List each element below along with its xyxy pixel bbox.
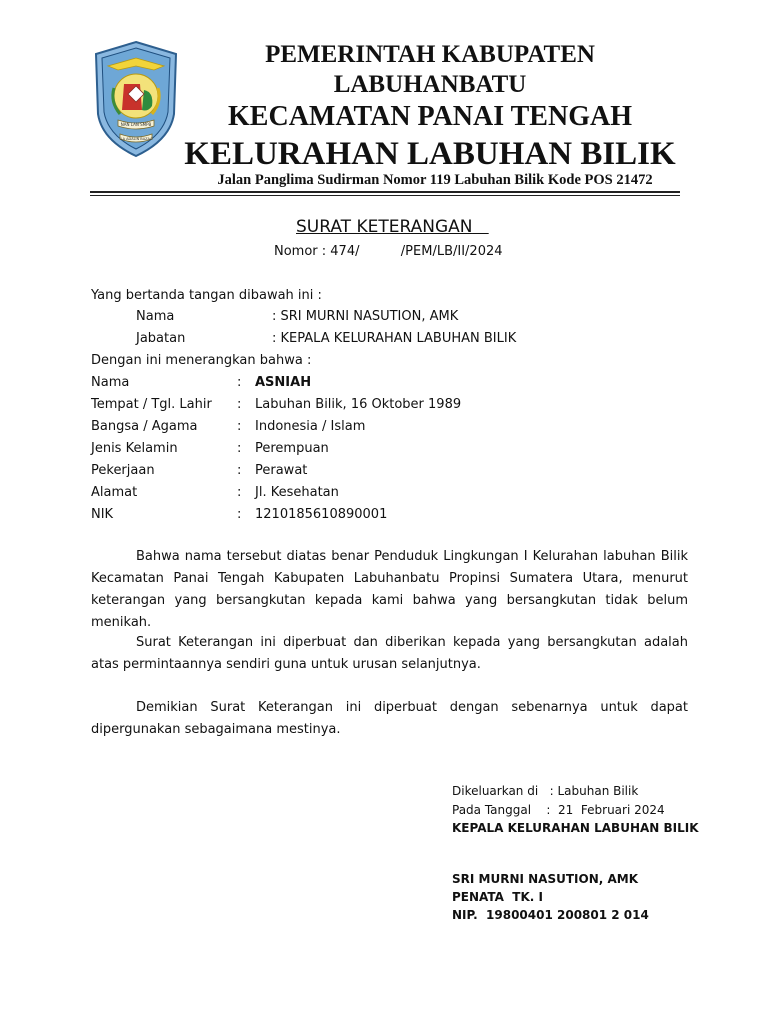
letter-number: Nomor : 474/ /PEM/LB/II/2024 <box>274 244 503 259</box>
issued-at: Dikeluarkan di : Labuhan Bilik <box>452 784 639 798</box>
field-value-ttl: Labuhan Bilik, 16 Oktober 1989 <box>255 397 462 412</box>
field-colon: : <box>237 507 242 522</box>
field-colon: : <box>237 463 242 478</box>
paragraph-closing: Demikian Surat Keterangan ini diperbuat dengan sebenarnya untuk dapat dipergunakan sebagaimana mestinya. <box>91 700 688 737</box>
field-value-nik: 1210185610890001 <box>255 507 388 522</box>
letter-title: SURAT KETERANGAN <box>296 217 473 237</box>
field-label-nama: Nama <box>91 375 130 390</box>
paragraph-purpose: Surat Keterangan ini diperbuat dan diberikan kepada yang bersangkutan adalah atas permintaannya sendiri guna untuk urusan selanjutnya. <box>91 635 688 672</box>
field-label-pekerjaan: Pekerjaan <box>91 463 155 478</box>
field-colon: : <box>237 441 242 456</box>
field-label-alamat: Alamat <box>91 485 138 500</box>
field-label-jenis-kelamin: Jenis Kelamin <box>91 441 178 456</box>
signer-nip: NIP. 19800401 200801 2 014 <box>452 908 649 922</box>
signer-name-label: Nama <box>136 309 175 324</box>
field-label-nik: NIK <box>91 507 114 522</box>
field-value-bangsa-agama: Indonesia / Islam <box>255 419 366 434</box>
kop-address: Jalan Panglima Sudirman Nomor 119 Labuhan Bilik Kode POS 21472 <box>217 172 653 188</box>
opening-line: Yang bertanda tangan dibawah ini : <box>91 288 322 303</box>
field-value-jenis-kelamin: Perempuan <box>255 441 329 456</box>
field-colon: : <box>237 375 242 390</box>
kop-rule-thick <box>90 191 680 193</box>
kop-line-2: LABUHANBATU <box>333 71 527 98</box>
field-colon: : <box>237 397 242 412</box>
field-value-nama: ASNIAH <box>255 375 312 390</box>
signer-name-value: : SRI MURNI NASUTION, AMK <box>272 309 459 324</box>
paragraph-domicile: Bahwa nama tersebut diatas benar Penduduk Lingkungan I Kelurahan labuhan Bilik Kecamatan Panai Tengah Kabupaten Labuhanbatu Propinsi Sumatera Utara, menurut keterangan yang bersangkutan kepada kami bahwa yang bersangkutan tidak belum menikah. <box>91 549 688 630</box>
field-value-alamat: Jl. Kesehatan <box>255 485 339 500</box>
signer-office: KEPALA KELURAHAN LABUHAN BILIK <box>452 821 699 835</box>
signer-rank: PENATA TK. I <box>452 890 543 904</box>
kop-line-1: PEMERINTAH KABUPATEN <box>265 41 595 68</box>
field-label-ttl: Tempat / Tgl. Lahir <box>91 397 212 412</box>
kop-line-4: KELURAHAN LABUHAN BILIK <box>184 136 676 172</box>
emblem-motto-bottom: ILA ADALIN BAZAA <box>119 137 153 141</box>
field-label-bangsa-agama: Bangsa / Agama <box>91 419 198 434</box>
signer-position-label: Jabatan <box>136 331 186 346</box>
signer-name: SRI MURNI NASUTION, AMK <box>452 872 639 886</box>
issued-date: Pada Tanggal : 21 Februari 2024 <box>452 803 665 817</box>
field-colon: : <box>237 419 242 434</box>
emblem-motto-top: NAN LAN SMPB <box>120 122 152 127</box>
declare-line: Dengan ini menerangkan bahwa : <box>91 353 312 368</box>
kop-line-3: KECAMATAN PANAI TENGAH <box>228 101 632 132</box>
kop-rule-thin <box>90 195 680 196</box>
signer-position-value: : KEPALA KELURAHAN LABUHAN BILIK <box>272 331 517 346</box>
field-value-pekerjaan: Perawat <box>255 463 308 478</box>
field-colon: : <box>237 485 242 500</box>
